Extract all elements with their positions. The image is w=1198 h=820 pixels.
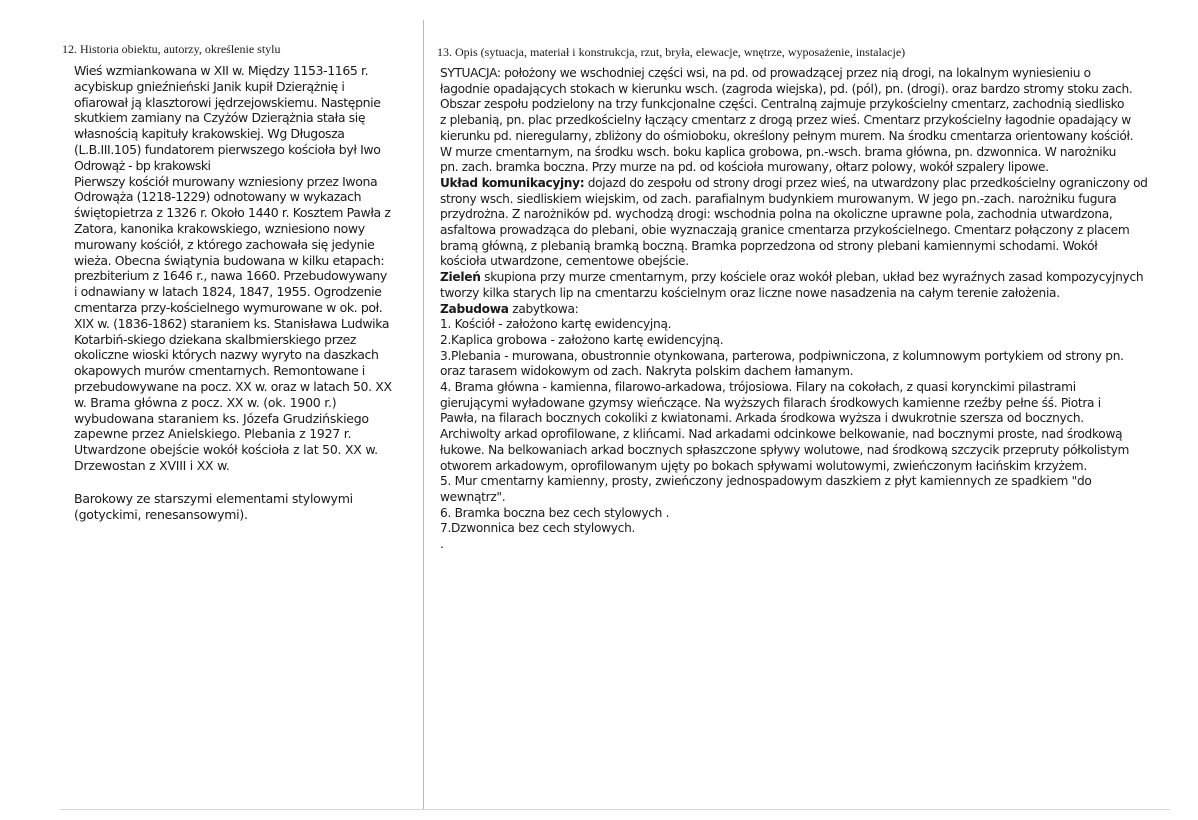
line-text: 2.Kaplica grobowa - założono kartę ewidencyjną. — [440, 332, 724, 347]
history-line: przebudowywane na pocz. XX w. oraz w latach 50. XX — [74, 378, 392, 394]
line-text: 1. Kościół - założono kartę ewidencyjną. — [440, 317, 672, 332]
bottom-rule — [60, 809, 1170, 810]
description-line — [440, 286, 1148, 302]
description-line — [440, 223, 1148, 239]
description-line — [440, 333, 1148, 349]
line-text: łukowe. Na belkowaniach arkad bocznych spłaszczone spływy wolutowe, nad środkową szczycik przepruty półkolistym — [440, 442, 1130, 457]
description-line — [440, 207, 1148, 223]
line-text: Archiwolty arkad oprofilowane, z klińcami. Nad arkadami odcinkowe belkowanie, nad bocznymi proste, nad środkową — [440, 427, 1123, 442]
bold-lead: Zieleń — [440, 270, 481, 285]
line-text: tworzy kilka starych lip na cmentarzu kościelnym oraz liczne nowe nasadzenia na całym terenie założenia. — [440, 285, 1060, 300]
history-line: XIX w. (1836-1862) staraniem ks. Stanisława Ludwika — [74, 315, 390, 331]
line-text: 3.Plebania - murowana, obustronnie otynkowana, parterowa, podpiwniczona, z kolumnowym portykiem od strony pn. — [440, 348, 1124, 363]
line-text: pn. zach. bramka boczna. Przy murze na pd. od kościoła murowany, ołtarz polowy, wokół szpalery lipowe. — [440, 160, 1049, 175]
history-line: i odnawiany w latach 1824, 1847, 1955. Ogrodzenie — [74, 284, 382, 300]
description-line — [440, 490, 1148, 506]
description-line — [440, 270, 1148, 286]
description-line — [440, 254, 1148, 270]
line-text: przydrożna. Z narożników pd. wychodzą drogi: wschodnia polna na okoliczne uprawne pola, zachodnia utwardzona, — [440, 207, 1113, 222]
description-line — [440, 317, 1148, 333]
line-text: SYTUACJA: położony we wschodniej części wsi, na pd. od prowadzącej przez nią drogi, na lokalnym wyniesieniu o — [440, 66, 1091, 80]
history-line: cmentarza przy-kościelnego wymurowane w ok. poł. — [74, 299, 383, 315]
description-text-block — [440, 66, 1148, 553]
line-text: W murze cmentarnym, na środku wsch. boku kaplica grobowa, pn.-wsch. brama główna, pn. dzwonnica. W narożniku — [440, 144, 1117, 159]
description-line — [440, 411, 1148, 427]
history-line: okapowych murów cmentarnych. Remontowane i — [74, 363, 365, 379]
line-text: 4. Brama główna - kamienna, filarowo-arkadowa, trójosiowa. Filary na cokołach, z quasi korynckimi pilastrami — [440, 380, 1076, 395]
history-line: Pierwszy kościół murowany wzniesiony przez Iwona — [74, 173, 378, 189]
bold-lead: Układ komunikacyjny: — [440, 175, 585, 190]
line-text: Obszar zespołu podzielony na trzy funkcjonalne części. Centralną zajmuje przykościelny cmentarz, zachodnią siedlisko — [440, 97, 1125, 112]
line-text: 5. Mur cmentarny kamienny, prosty, zwieńczony jednospadowym daszkiem z płyt kamiennych ze spadkiem "do — [440, 474, 1092, 489]
history-line: murowany kościół, z którego zachowała się jedynie — [74, 236, 375, 252]
line-text: z plebanią, pn. plac przedkościelny łączący cmentarz z drogą przez wieś. Cmentarz przykościelny łagodnie opadający w — [440, 113, 1131, 128]
description-line — [440, 82, 1148, 98]
description-line — [440, 364, 1148, 380]
description-line — [440, 427, 1148, 443]
history-line: w. Brama główna z pocz. XX w. (ok. 1900 r.) — [74, 394, 337, 410]
history-line: świętopietrza z 1326 r. Około 1440 r. Kosztem Pawła z — [74, 205, 391, 221]
line-text: 6. Bramka boczna bez cech stylowych . — [440, 505, 670, 520]
line-text: kościoła utwardzone, cementowe obejście. — [440, 254, 689, 269]
history-line: Utwardzone obejście wokół kościoła z lat 50. XX w. — [74, 442, 378, 458]
line-text: strony wsch. siedliskiem wiejskim, od zach. parafialnym budynkiem murowanym. W jego pn.-zach. narożniku fugura — [440, 191, 1117, 206]
description-line — [440, 160, 1148, 176]
history-line: Zatora, kanonika krakowskiego, wzniesiono nowy — [74, 220, 365, 236]
description-line — [440, 349, 1148, 365]
description-line — [440, 192, 1148, 208]
column-divider — [423, 20, 424, 810]
description-line — [440, 302, 1148, 318]
line-text: asfaltowa prowadząca do plebani, obie wyznaczają granice cmentarza przykościelnego. Cmentarz połączony z placem — [440, 223, 1130, 238]
history-line: wybudowana staraniem ks. Józefa Grudzińskiego — [74, 410, 369, 426]
history-line: ofiarował ją klasztorowi jędrzejowskiemu. Następnie — [74, 94, 381, 110]
description-line — [440, 66, 1148, 82]
history-line: wieża. Obecna świątynia budowana w kilku etapach: — [74, 252, 385, 268]
description-line — [440, 459, 1148, 475]
description-line — [440, 176, 1148, 192]
line-text: wewnątrz". — [440, 489, 506, 504]
history-line: okoliczne wioski których nazwy wyryto na daszkach — [74, 347, 379, 363]
history-line: własnością kapituły krakowskiej. Wg Długosza — [74, 126, 345, 142]
line-text: oraz tarasem widokowym od zach. Nakryta polskim dachem łamanym. — [440, 364, 854, 379]
history-line: Drzewostan z XVIII i XX w. — [74, 457, 230, 473]
style-line: Barokowy ze starszymi elementami stylowymi — [74, 490, 353, 506]
description-line — [440, 239, 1148, 255]
line-text: 7.Dzwonnica bez cech stylowych. — [440, 521, 636, 536]
line-text: Pawła, na filarach bocznych cokoliki z kwiatonami. Arkada środkowa wyższa i dwukrotnie szersza od bocznych. — [440, 411, 1084, 426]
line-text: zabytkowa: — [508, 301, 579, 316]
line-text: kierunku pd. nieregularny, zbliżony do ośmioboku, określony pełnym murem. Na środku cmentarza orientowany kościół. — [440, 128, 1134, 143]
history-line: Odrowąż - bp krakowski — [74, 157, 211, 173]
description-line — [440, 396, 1148, 412]
description-line — [440, 521, 1148, 537]
history-line: prezbiterium z 1646 r., nawa 1660. Przebudowywany — [74, 268, 387, 284]
description-line — [440, 145, 1148, 161]
history-line: acybiskup gnieźnieński Janik kupił Dzierążnię i — [74, 78, 345, 94]
paragraph-gap — [74, 474, 392, 491]
description-line — [440, 380, 1148, 396]
history-line: (L.B.III.105) fundatorem pierwszego kościoła był Iwo — [74, 141, 381, 157]
description-line — [440, 113, 1148, 129]
description-line — [440, 97, 1148, 113]
description-line — [440, 506, 1148, 522]
line-text: gierującymi wyładowane gzymsy wieńczące. Na wyższych filarach środkowych kamienne rzeźby pełne śś. Piotra i — [440, 395, 1101, 410]
line-text: . — [440, 537, 444, 552]
description-line — [440, 443, 1148, 459]
line-text: bramą główną, z plebanią bramką boczną. Bramka poprzedzona od strony plebani kamiennymi schodami. Wokół — [440, 238, 1098, 253]
line-text: łagodnie opadających stokach w kierunku wsch. (zagroda wiejska), pd. (pól), pn. (drogi). oraz bardzo stromy stoku zach. — [440, 81, 1133, 96]
style-line: (gotyckimi, renesansowymi). — [74, 506, 248, 522]
line-text: skupiona przy murze cmentarnym, przy kościele oraz wokół pleban, układ bez wyraźnych zasad kompozycyjnych — [480, 270, 1144, 285]
history-line: Kotarbiń-skiego dziekana skalbmierskiego przez — [74, 331, 357, 347]
description-line — [440, 129, 1148, 145]
history-line: zapewne przez Anielskiego. Plebania z 1927 r. — [74, 426, 352, 442]
history-text-block — [74, 63, 392, 522]
history-line: Odrowąża (1218-1229) odnotowany w wykazach — [74, 189, 362, 205]
section-13-heading: 13. Opis (sytuacja, materiał i konstrukcja, rzut, bryła, elewacje, wnętrze, wyposażenie, instalacje) — [437, 45, 906, 59]
line-text: dojazd do zespołu od strony drogi przez wieś, na utwardzony plac przedkościelny ograniczony od — [584, 175, 1148, 190]
line-text: otworem arkadowym, oprofilowanym ujęty po bokach spływami wolutowymi, zwieńczonym łacińskim krzyżem. — [440, 458, 1087, 473]
description-line — [440, 537, 1148, 553]
section-12-heading: 12. Historia obiektu, autorzy, określenie stylu — [62, 42, 281, 56]
history-line: skutkiem zamiany na Czyżów Dzierążnia stała się — [74, 110, 366, 126]
description-line — [440, 474, 1148, 490]
bold-lead: Zabudowa — [440, 301, 509, 316]
history-line: Wieś wzmiankowana w XII w. Między 1153-1165 r. — [74, 63, 369, 78]
